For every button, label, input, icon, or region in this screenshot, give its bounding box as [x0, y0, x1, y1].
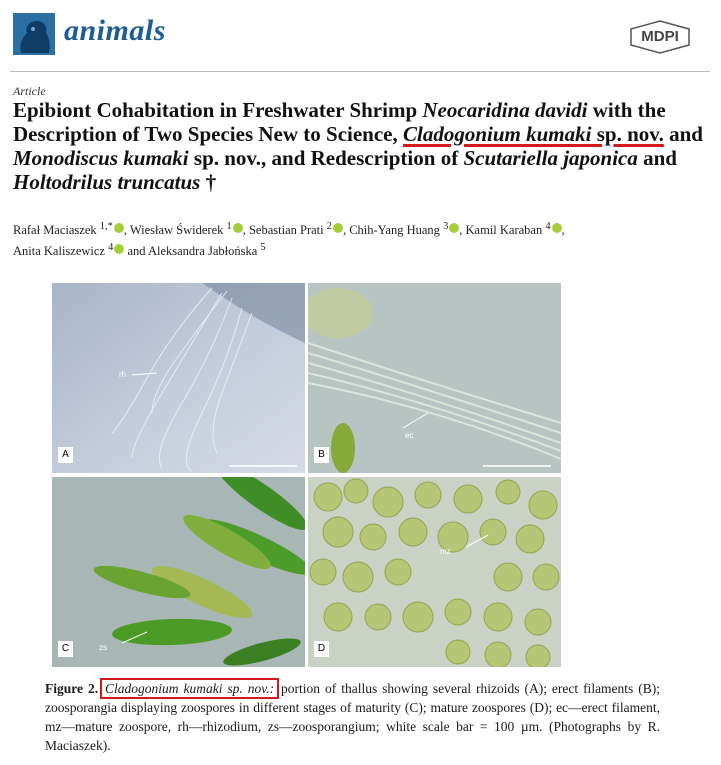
panel-c-photo	[52, 477, 305, 667]
journal-header	[0, 0, 721, 80]
header-divider	[10, 71, 710, 72]
annotation-rh: rh	[119, 370, 127, 379]
author-list: Rafał Maciaszek $^{1,*}$ , Wiesław Świderek $^1$ , Sebastian Prati $^2$ , Chih-Yang Huang $^3$ , Kamil Karaban $^4$ , Anita Kaliszewicz $^4$ and Aleksandra Jabłońska $^5$	[13, 221, 565, 259]
article-type: Article	[13, 84, 46, 98]
figure-panels	[52, 283, 561, 667]
annotation-ec: ec	[405, 431, 414, 440]
highlighted-species: Cladogonium kumaki sp. nov.:	[105, 681, 275, 696]
panel-b-photo	[308, 283, 561, 473]
annotation-zs: zs	[99, 643, 107, 652]
author[interactable]: Chih-Yang Huang $^3$	[349, 223, 459, 237]
orcid-icon[interactable]	[552, 223, 562, 233]
author[interactable]: Rafał Maciaszek $^{1,*}$	[13, 223, 124, 237]
author[interactable]: Aleksandra Jabłońska $^5$	[147, 242, 266, 259]
orcid-icon[interactable]	[114, 244, 124, 254]
publisher-logo[interactable]	[629, 20, 691, 54]
author[interactable]: Wiesław Świderek $^1$	[130, 223, 243, 237]
figure-number: Figure 2.	[45, 681, 99, 696]
journal-name[interactable]: animals	[64, 14, 166, 47]
panel-label-c: C	[58, 641, 73, 657]
article-title: Epibiont Cohabitation in Freshwater Shrimp Neocaridina davidi with the Description of Two Species New to Science, Cladogonium kumaki sp. nov. and Monodiscus kumaki sp. nov., and Redescription of Scutariella japonica and Holtodrilus truncatus †	[13, 98, 703, 194]
orcid-icon[interactable]	[114, 223, 124, 233]
publisher-name: MDPI	[641, 28, 679, 45]
orcid-icon[interactable]	[233, 223, 243, 233]
author[interactable]: Sebastian Prati $^2$	[249, 223, 343, 237]
panel-label-a: A	[58, 447, 73, 463]
author[interactable]: Kamil Karaban $^4$	[466, 223, 562, 237]
figure-caption: Figure 2. Cladogonium kumaki sp. nov.: portion of thallus showing several rhizoids (A); erect filaments (B); zoosporangia displaying zoospores in different stages of maturity (C); mature zoospores (D); ec—erect filament, mz—mature zoospore, rh—rhizodium, zs—zoosporangium; white scale bar = 100 µm. (Photographs by R. Maciaszek).	[45, 681, 660, 753]
panel-a-photo	[52, 283, 305, 473]
orcid-icon[interactable]	[449, 223, 459, 233]
annotation-mz: mz	[440, 547, 451, 556]
animal-silhouette-icon	[13, 13, 55, 55]
panel-label-d: D	[314, 641, 329, 657]
panel-d-photo	[308, 477, 561, 667]
author[interactable]: Anita Kaliszewicz $^4$	[13, 244, 124, 258]
orcid-icon[interactable]	[333, 223, 343, 233]
panel-label-b: B	[314, 447, 329, 463]
